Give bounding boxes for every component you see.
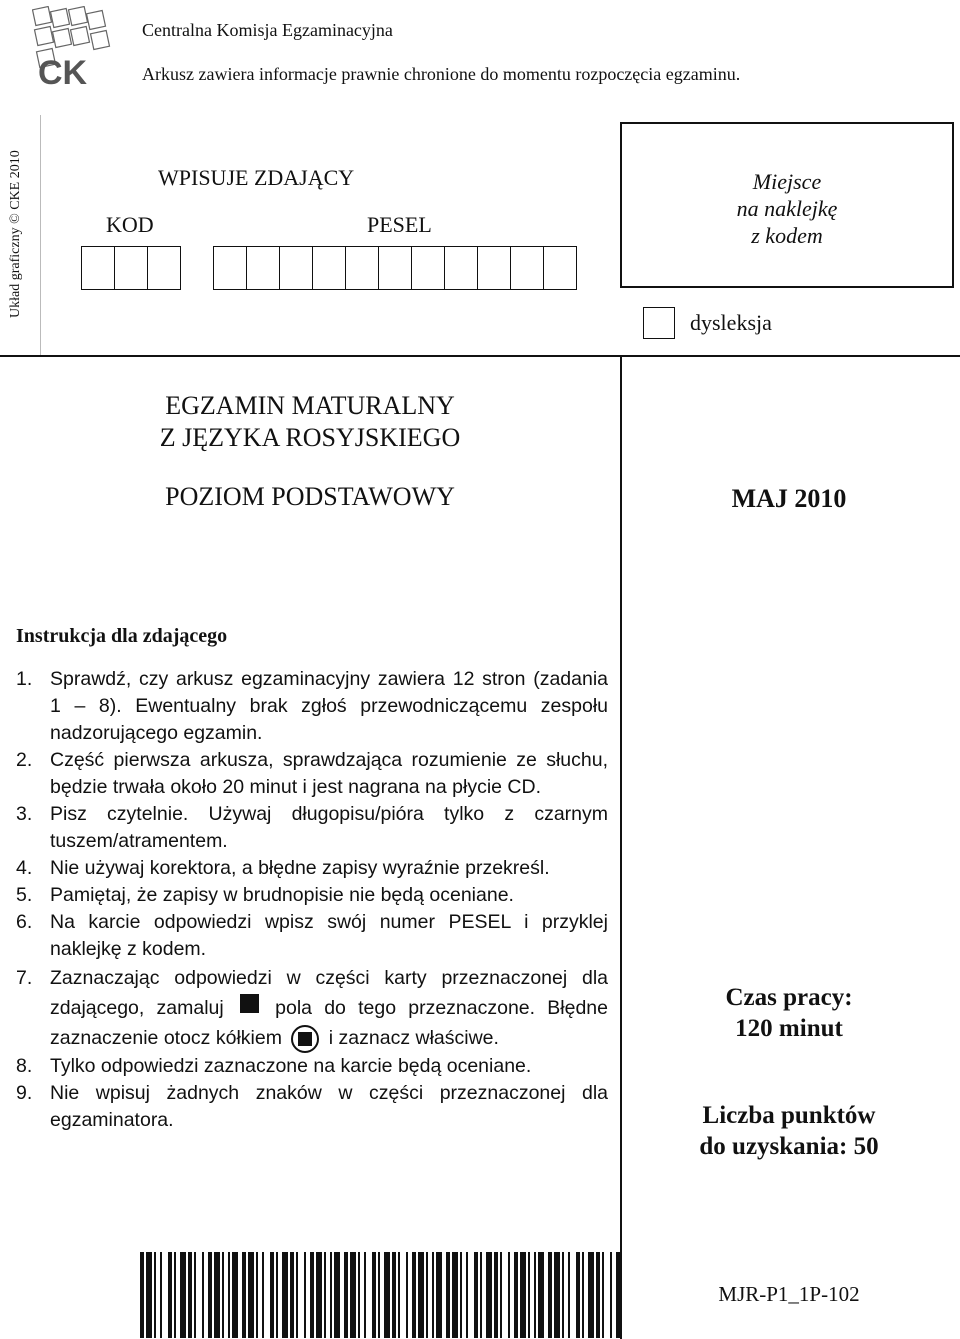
list-item <box>16 909 608 963</box>
exam-level: POZIOM PODSTAWOWY <box>165 482 455 511</box>
logo-text: CK <box>38 54 88 88</box>
confidential-notice: Arkusz zawiera informacje prawnie chronione do momentu rozpoczęcia egzaminu. <box>142 64 741 84</box>
kod-input-boxes[interactable] <box>82 246 181 290</box>
item-text: Pamiętaj, że zapisy w brudnopisie nie będą oceniane. <box>50 884 514 906</box>
item-number: 4. <box>16 857 33 879</box>
exam-title-line: Z JĘZYKA ROSYJSKIEGO <box>159 423 461 452</box>
pesel-box[interactable] <box>411 246 445 290</box>
list-item <box>16 1080 608 1134</box>
item-text: Nie używaj korektora, a błędne zapisy wyraźnie przekreśl. <box>50 857 550 879</box>
horizontal-divider <box>0 355 960 357</box>
points-value: do uzyskania: 50 <box>699 1133 879 1160</box>
pesel-box[interactable] <box>345 246 379 290</box>
kod-label: KOD <box>106 212 154 237</box>
instructions-list <box>16 666 608 1134</box>
commission-name: Centralna Komisja Egzaminacyjna <box>142 20 393 40</box>
item-number: 3. <box>16 803 33 825</box>
item-text: Sprawdź, czy arkusz egzaminacyjny zawiera 12 stron (zadania 1 – 8). Ewentualny brak zgłoś przewodniczącemu zespołu nadzorującego egzamin. <box>50 668 608 744</box>
item-number: 7. <box>16 967 33 989</box>
kod-box[interactable] <box>147 246 181 290</box>
sticker-line: z kodem <box>751 223 823 248</box>
pesel-box[interactable] <box>312 246 346 290</box>
points-label: Liczba punktów <box>702 1102 876 1129</box>
time-value: 120 minut <box>735 1015 843 1042</box>
dyslexia-label: dysleksja <box>690 310 772 335</box>
exam-title <box>0 390 620 454</box>
item-number: 2. <box>16 749 33 771</box>
pesel-box[interactable] <box>279 246 313 290</box>
pesel-box[interactable] <box>246 246 280 290</box>
kod-box[interactable] <box>114 246 148 290</box>
points-info <box>622 1100 956 1162</box>
pesel-box[interactable] <box>213 246 247 290</box>
time-label: Czas pracy: <box>725 984 853 1011</box>
item-text: i zaznacz właściwe. <box>328 1027 499 1049</box>
time-info <box>622 982 956 1044</box>
pesel-box[interactable] <box>378 246 412 290</box>
circled-square-icon <box>291 1025 319 1053</box>
sticker-line: Miejsce <box>752 169 822 194</box>
list-item <box>16 882 608 909</box>
item-number: 6. <box>16 911 33 933</box>
cke-logo <box>32 6 124 88</box>
item-number: 1. <box>16 668 33 690</box>
item-text: Nie wpisuj żadnych znaków w części przeznaczonej dla egzaminatora. <box>50 1082 608 1131</box>
list-item <box>16 1053 608 1080</box>
item-text: Tylko odpowiedzi zaznaczone na karcie będą oceniane. <box>50 1055 532 1077</box>
copyright-vertical: Układ graficzny © CKE 2010 <box>8 150 23 318</box>
item-number: 5. <box>16 884 33 906</box>
item-number: 8. <box>16 1055 33 1077</box>
pesel-input-boxes[interactable] <box>214 246 577 290</box>
kod-box[interactable] <box>81 246 115 290</box>
pesel-label: PESEL <box>367 212 432 237</box>
pesel-box[interactable] <box>477 246 511 290</box>
list-item <box>16 963 608 1053</box>
candidate-heading: WPISUJE ZDAJĄCY <box>158 165 355 190</box>
exam-title-line: EGZAMIN MATURALNY <box>165 391 455 420</box>
item-text: Zaznaczając odpowiedzi w części karty przeznaczonej dla zdającego, zamaluj <box>50 967 608 1019</box>
item-text: Część pierwsza arkusza, sprawdzająca rozumienie ze słuchu, będzie trwała około 20 minut i jest nagrana na płycie CD. <box>50 749 608 798</box>
list-item <box>16 747 608 801</box>
barcode-icon <box>140 1252 622 1338</box>
instructions-heading: Instrukcja dla zdającego <box>16 625 228 647</box>
dyslexia-checkbox[interactable] <box>643 307 675 339</box>
sticker-line: na naklejkę <box>736 196 838 221</box>
exam-code: MJR-P1_1P-102 <box>718 1282 860 1306</box>
list-item <box>16 666 608 747</box>
list-item <box>16 801 608 855</box>
list-item <box>16 855 608 882</box>
pesel-box[interactable] <box>510 246 544 290</box>
exam-session: MAJ 2010 <box>731 484 847 513</box>
item-text: Pisz czytelnie. Używaj długopisu/pióra tylko z czarnym tuszem/atramentem. <box>50 803 608 852</box>
item-text: Na karcie odpowiedzi wpisz swój numer PESEL i przyklej naklejkę z kodem. <box>50 911 608 960</box>
filled-square-icon <box>240 994 259 1013</box>
pesel-box[interactable] <box>543 246 577 290</box>
sticker-area <box>620 122 954 288</box>
side-rule <box>40 115 41 355</box>
item-number: 9. <box>16 1082 33 1104</box>
item-text: pola do tego przeznaczone. Błędne zaznaczenie otocz kółkiem <box>50 997 608 1049</box>
pesel-box[interactable] <box>444 246 478 290</box>
